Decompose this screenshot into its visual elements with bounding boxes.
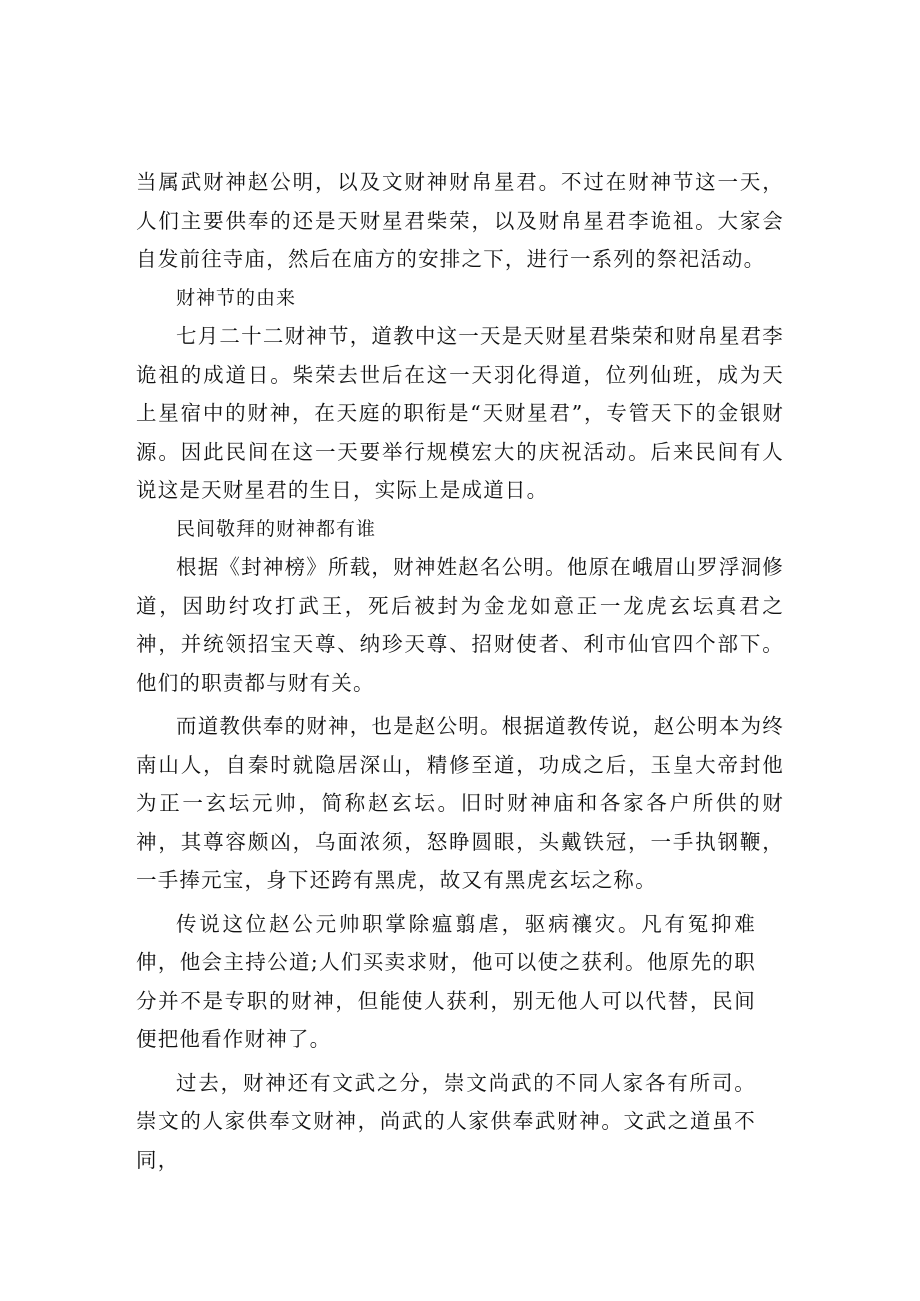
document-body xyxy=(136,163,784,1179)
section-heading-who: 民间敬拜的财神都有谁 xyxy=(176,517,377,540)
paragraph-taoist-god: 而道教供奉的财神，也是赵公明。根据道教传说，赵公明本为终南山人，自秦时就隐居深山，精修至道，功成之后，玉皇大帝封他为正一玄坛元帅，简称赵玄坛。旧时财神庙和各家各户所供的财神，其尊容颇凶，乌面浓须，怒睁圆眼，头戴铁冠，一手执钢鞭，一手捧元宝，身下还跨有黑虎，故又有黑虎玄坛之称。 xyxy=(136,714,784,892)
section-heading-origin: 财神节的由来 xyxy=(176,286,297,309)
paragraph-fengshenbang: 根据《封神榜》所载，财神姓赵名公明。他原在峨眉山罗浮洞修道，因助纣攻打武王，死后被封为金龙如意正一龙虎玄坛真君之神，并统领招宝天尊、纳珍天尊、招财使者、利市仙官四个部下。他们的职责都与财有关。 xyxy=(136,555,784,695)
paragraph-civil-military: 过去，财神还有文武之分，崇文尚武的不同人家各有所司。崇文的人家供奉文财神，尚武的人家供奉武财神。文武之道虽不同， xyxy=(136,1070,756,1172)
paragraph-continuation: 当属武财神赵公明，以及文财神财帛星君。不过在财神节这一天，人们主要供奉的还是天财星君柴荣，以及财帛星君李诡祖。大家会自发前往寺庙，然后在庙方的安排之下，进行一系列的祭祀活动。 xyxy=(136,170,784,271)
paragraph-legend: 传说这位赵公元帅职掌除瘟翦虐，驱病禳灾。凡有冤抑难伸，他会主持公道;人们买卖求财，他可以使之获利。他原先的职分并不是专职的财神，但能使人获利，别无他人可以代替，民间便把他看作财神了。 xyxy=(136,911,756,1051)
paragraph-origin: 七月二十二财神节，道教中这一天是天财星君柴荣和财帛星君李诡祖的成道日。柴荣去世后在这一天羽化得道，位列仙班，成为天上星宿中的财神，在天庭的职衔是“天财星君”，专管天下的金银财源。因此民间在这一天要举行规模宏大的庆祝活动。后来民间有人说这是天财星君的生日，实际上是成道日。 xyxy=(136,324,784,502)
